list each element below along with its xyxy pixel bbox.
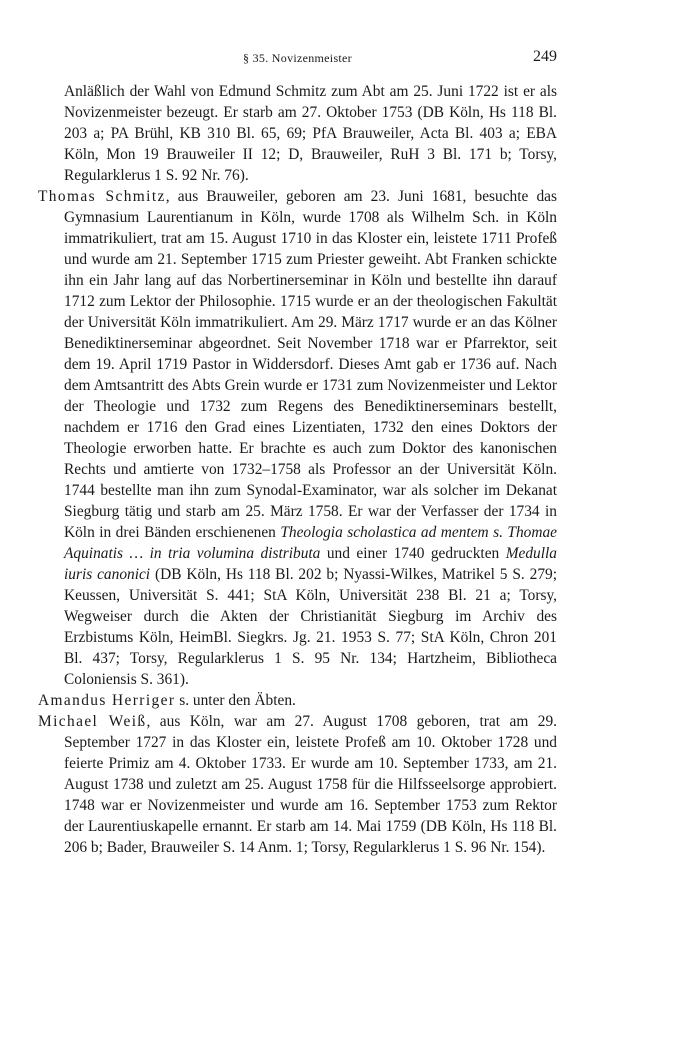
page-header [38, 48, 557, 68]
book-title: Theologia scholastica ad mentem s. Thomae Aquinatis … in tria volumina distributa [64, 524, 558, 562]
page-number: 249 [533, 48, 557, 65]
entry-amandus-herriger [38, 690, 557, 711]
entry-text: , aus Brauweiler, geboren am 23. Juni 1681, besuchte das Gymnasium Laurentianum in Köln, wurde 1708 als Wilhelm Sch. in Köln immatrikuliert, trat am 15. August 1710 in das Kloster ein, leistete 1711 Profeß und wurde am 21. September 1715 zum Priester geweiht. Abt Franken schickte ihn ein Jahr lang auf das Norbertinerseminar in Köln und bestellte ihn darauf 1712 zum Lektor der Philosophie. 1715 wurde er an der theologischen Fakultät der Universität Köln immatrikuliert. Am 29. März 1717 wurde er an das Kölner Benediktinerseminar abgeordnet. Seit November 1718 war er Pfarrektor, seit dem 19. April 1719 Pastor in Widdersdorf. Dieses Amt gab er 1736 auf. Nach dem Amtsantritt des Abts Grein wurde er 1731 zum Novizenmeister und Lektor der Theologie und 1732 zum Regens des Benediktinerseminars bestellt, nachdem er 1716 den Grad eines Lizentiaten, 1732 den eines Doktors der Theologie erworben hatte. Er brachte es auch zum Doktor des kanonischen Rechts und amtierte von 1732–1758 als Professor an der Universität Köln. 1744 bestellte man ihn zum Synodal-Examinator, war als solcher im Dekanat Siegburg tätig und starb am 25. März 1758. Er war der Verfasser der 1734 in Köln in drei Bänden erschienenen [64, 188, 557, 541]
entry-continuation [38, 81, 557, 186]
entry-text: (DB Köln, Hs 118 Bl. 202 b; Nyassi-Wilkes, Matrikel 5 S. 279; Keussen, Universität S. 441; StA Köln, Universität 238 Bl. 21 a; Torsy, Wegweiser durch die Akten der Christianität Siegburg im Archiv des Erzbistums Köln, HeimBl. Siegkrs. Jg. 21. 1953 S. 77; StA Köln, Chron 201 Bl. 437; Torsy, Regularklerus 1 S. 95 Nr. 134; Hartzheim, Bibliotheca Coloniensis S. 361). [64, 566, 557, 688]
running-head: § 35. Novizenmeister [243, 51, 352, 65]
book-title: Medulla iuris canonici [64, 545, 557, 583]
entry-thomas-schmitz [38, 186, 557, 690]
entry-text: und einer 1740 gedruckten [320, 545, 506, 562]
entry-michael-weiss [38, 711, 557, 858]
entry-name: Michael Weiß [38, 713, 147, 730]
entry-text: , aus Köln, war am 27. August 1708 geboren, trat am 29. September 1727 in das Kloster ein, leistete Profeß am 10. Oktober 1728 und feierte Primiz am 4. Oktober 1733. Er wurde am 10. September 1733, am 21. August 1738 und zuletzt am 25. August 1758 für die Hilfsseelsorge approbiert. 1748 war er Novizenmeister und wurde am 16. September 1753 zum Rektor der Laurentiuskapelle ernannt. Er starb am 14. Mai 1759 (DB Köln, Hs 118 Bl. 206 b; Bader, Brauweiler S. 14 Anm. 1; Torsy, Regularklerus 1 S. 96 Nr. 154). [64, 713, 557, 856]
continuation-text: Anläßlich der Wahl von Edmund Schmitz zum Abt am 25. Juni 1722 ist er als Novizenmeister bezeugt. Er starb am 27. Oktober 1753 (DB Köln, Hs 118 Bl. 203 a; PA Brühl, KB 310 Bl. 65, 69; PfA Brauweiler, Acta Bl. 403 a; EBA Köln, Mon 19 Brauweiler II 12; D, Brauweiler, RuH 3 Bl. 171 b; Torsy, Regularklerus 1 S. 92 Nr. 76). [64, 83, 557, 184]
page-body [38, 81, 557, 858]
entry-text: s. unter den Äbten. [175, 692, 296, 709]
entry-name: Amandus Herriger [38, 692, 176, 709]
entry-name: Thomas Schmitz [38, 188, 166, 205]
